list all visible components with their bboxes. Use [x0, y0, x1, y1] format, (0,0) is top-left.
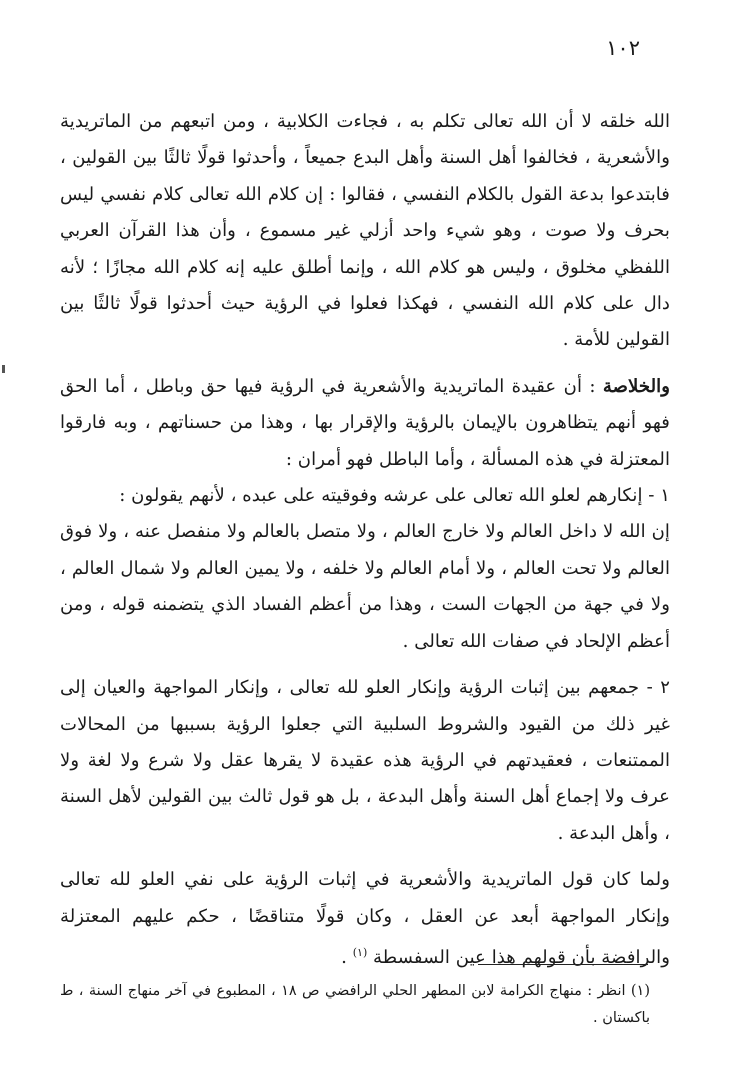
paragraph-kullabiyya: [60, 104, 670, 359]
paragraph-text: إن الله لا داخل العالم ولا خارج العالم ، ولا متصل بالعالم ولا منفصل عنه ، ولا فوق العالم ولا تحت العالم ، ولا أمام العالم ولا خلفه ، ولا يمين العالم ولا شمال العالم ، ولا في جهة من الجهات الست ، وهذا من أعظم الفساد الذي يتضمنه قوله ، ومن أعظم الإلحاد في صفات الله تعالى .: [60, 521, 670, 652]
paragraph-point-one-detail: [60, 514, 670, 660]
footnote-reference[interactable]: (١): [352, 945, 368, 959]
paragraph-point-one: [60, 478, 670, 514]
main-text: [60, 104, 670, 976]
paragraph-text: ٢ - جمعهم بين إثبات الرؤية وإنكار العلو لله تعالى ، وإنكار المواجهة والعيان إلى غير ذلك من القيود والشروط السلبية التي جعلوا الرؤية بسببها من المحالات الممتنعات ، فعقيدتهم في الرؤية هذه عقيدة لا يقرها عقل ولا شرع ولا لغة ولا عرف ولا إجماع أهل السنة وأهل البدعة ، بل هو قول ثالث بين القولين لأهل السنة ، وأهل البدعة .: [60, 677, 670, 844]
paragraph-lead: والخلاصة: [602, 375, 670, 397]
paragraph-text: ١ - إنكارهم لعلو الله تعالى على عرشه وفوقيته على عبده ، لأنهم يقولون :: [119, 485, 670, 507]
footnote: (١) انظر : منهاج الكرامة لابن المطهر الحلي الرافضي ص ١٨ ، المطبوع في آخر منهاج السنة ، ط باكستان .: [60, 983, 651, 1026]
paragraph-summary: [60, 369, 670, 478]
page-number: ١٠٢: [606, 36, 640, 60]
paragraph-end: .: [341, 947, 353, 968]
paragraph-text: : أن عقيدة الماتريدية والأشعرية في الرؤية فيها حق وباطل ، أما الحق فهو أنهم يتظاهرون بالإيمان بالرؤية والإقرار بها ، وهذا من حسناتهم ، وبه فارقوا المعتزلة في هذه المسألة ، وأما الباطل فهو أمران :: [60, 375, 670, 470]
paragraph-text: الله خلقه لا أن الله تعالى تكلم به ، فجاءت الكلابية ، ومن اتبعهم من الماتريدية والأشعرية ، فخالفوا أهل السنة وأهل البدع جميعاً ، وأحدثوا قولًا ثالثًا بين القولين ، فابتدعوا بدعة القول بالكلام النفسي ، فقالوا : إن كلام الله تعالى كلام نفسي ليس بحرف ولا صوت ، وهو شيء واحد أزلي غير مسموع ، وأن هذا القرآن العربي اللفظي مخلوق ، وليس هو كلام الله ، وإنما أطلق عليه إنه كلام الله مجازًا ؛ لأنه دال على كلام الله النفسي ، فهكذا فعلوا في الرؤية حيث أحدثوا قولًا ثالثًا بين القولين للأمة .: [60, 111, 670, 351]
paragraph-point-two: [60, 670, 670, 852]
paragraph-conclusion: [60, 862, 670, 976]
margin-mark: [2, 365, 5, 373]
paragraph-text: ولما كان قول الماتريدية والأشعرية في إثبات الرؤية على نفي العلو لله تعالى وإنكار المواجهة أبعد عن العقل ، وكان قولًا متناقضًا ، حكم عليهم المعتزلة والرافضة بأن قولهم هذا عين السفسطة: [60, 869, 670, 968]
footnote-divider: [478, 964, 648, 965]
